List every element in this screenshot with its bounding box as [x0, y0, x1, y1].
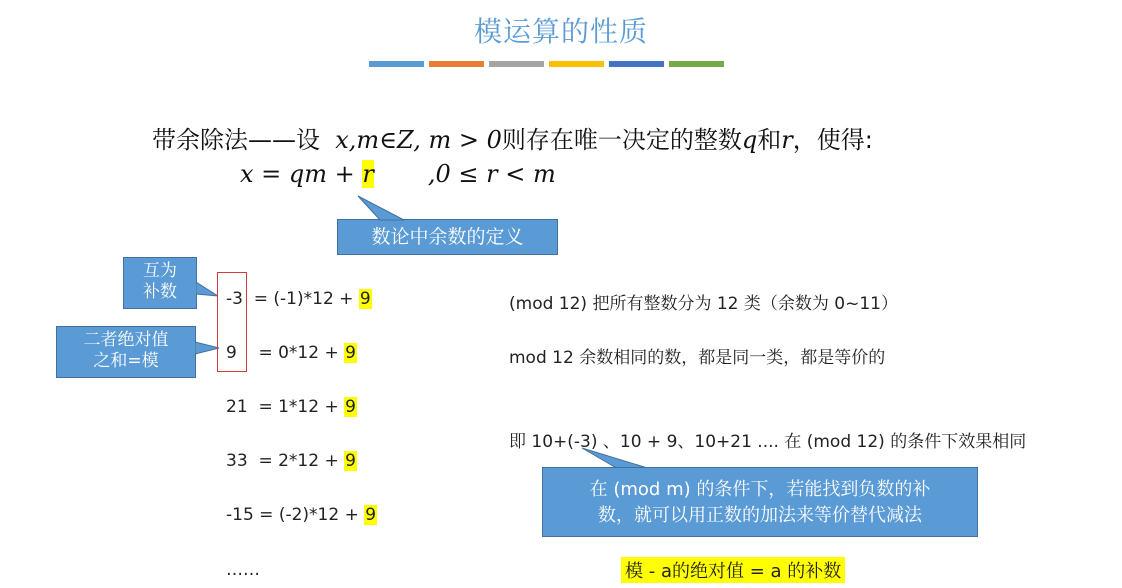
equation-left: x = qm + [240, 160, 363, 188]
eq-remainder: 9 [345, 451, 356, 471]
eq-left: -15 [226, 505, 254, 525]
equation-ellipsis: …… [226, 560, 260, 580]
definition-and: 和 [757, 126, 782, 154]
equation-remainder: r [362, 160, 374, 188]
color-bar [369, 61, 424, 67]
color-bar [429, 61, 484, 67]
eq-left: 21 [226, 397, 248, 417]
eq-left: -3 [226, 289, 243, 309]
division-definition [152, 120, 873, 155]
callout-tail [354, 194, 414, 221]
callout-line: 互为 [143, 261, 177, 281]
definition-q: q [741, 126, 758, 154]
color-bar [669, 61, 724, 67]
equation-row [226, 343, 357, 363]
color-bar [489, 61, 544, 67]
eq-mid: = 1*12 + [253, 397, 345, 417]
eq-remainder: 9 [365, 505, 377, 525]
conclusion-highlight [621, 557, 845, 583]
mutual-complement-callout [123, 257, 197, 309]
remainder-definition-callout [337, 219, 558, 255]
eq-mid: = (-2)*12 + [253, 505, 365, 525]
equation-row [226, 397, 357, 417]
note-line-1: (mod 12) 把所有整数分为 12 类（余数为 0~11） [509, 294, 898, 314]
callout-line: 在 (mod m) 的条件下，若能找到负数的补 [589, 479, 931, 500]
definition-vars: x,m∈Z, m > 0 [335, 126, 502, 154]
eq-mid: = 0*12 + [253, 343, 345, 363]
definition-suffix-a: 则存在唯一决定的整数 [501, 126, 742, 154]
color-bar [549, 61, 604, 67]
absolute-sum-callout [56, 326, 196, 378]
eq-mid: = (-1)*12 + [248, 289, 359, 309]
callout-line: 补数 [143, 282, 177, 303]
page-title: 模运算的性质 [473, 15, 648, 48]
definition-suffix-b: ，使得: [792, 126, 873, 154]
callout-line: 二者绝对值 [83, 330, 169, 350]
definition-prefix: 带余除法——设 [152, 126, 320, 154]
eq-mid: = 2*12 + [253, 451, 345, 471]
eq-left: 33 [226, 451, 248, 471]
note-line-2: mod 12 余数相同的数，都是同一类，都是等价的 [509, 348, 886, 368]
conclusion-text: 模 - a的绝对值 = a 的补数 [625, 561, 842, 582]
eq-remainder: 9 [359, 289, 371, 309]
equation-row [226, 289, 372, 309]
color-bar [609, 61, 664, 67]
callout-line: 数，就可以用正数的加法来等价替代减法 [598, 505, 922, 527]
eq-remainder: 9 [345, 343, 356, 363]
equation-row [226, 451, 357, 471]
division-equation [240, 160, 556, 188]
equation-constraint: ,0 ≤ r < m [427, 160, 556, 188]
definition-r: r [781, 126, 793, 154]
eq-left: 9 [226, 343, 237, 363]
negative-complement-callout [542, 467, 978, 537]
callout-text: 数论中余数的定义 [371, 226, 524, 248]
note-line-3: 即 10+(-3) 、10 + 9、10+21 .... 在 (mod 12) 的条件下效果相同 [509, 432, 1027, 452]
equation-row [226, 505, 377, 525]
callout-line: 之和=模 [93, 351, 159, 372]
eq-remainder: 9 [345, 397, 356, 417]
